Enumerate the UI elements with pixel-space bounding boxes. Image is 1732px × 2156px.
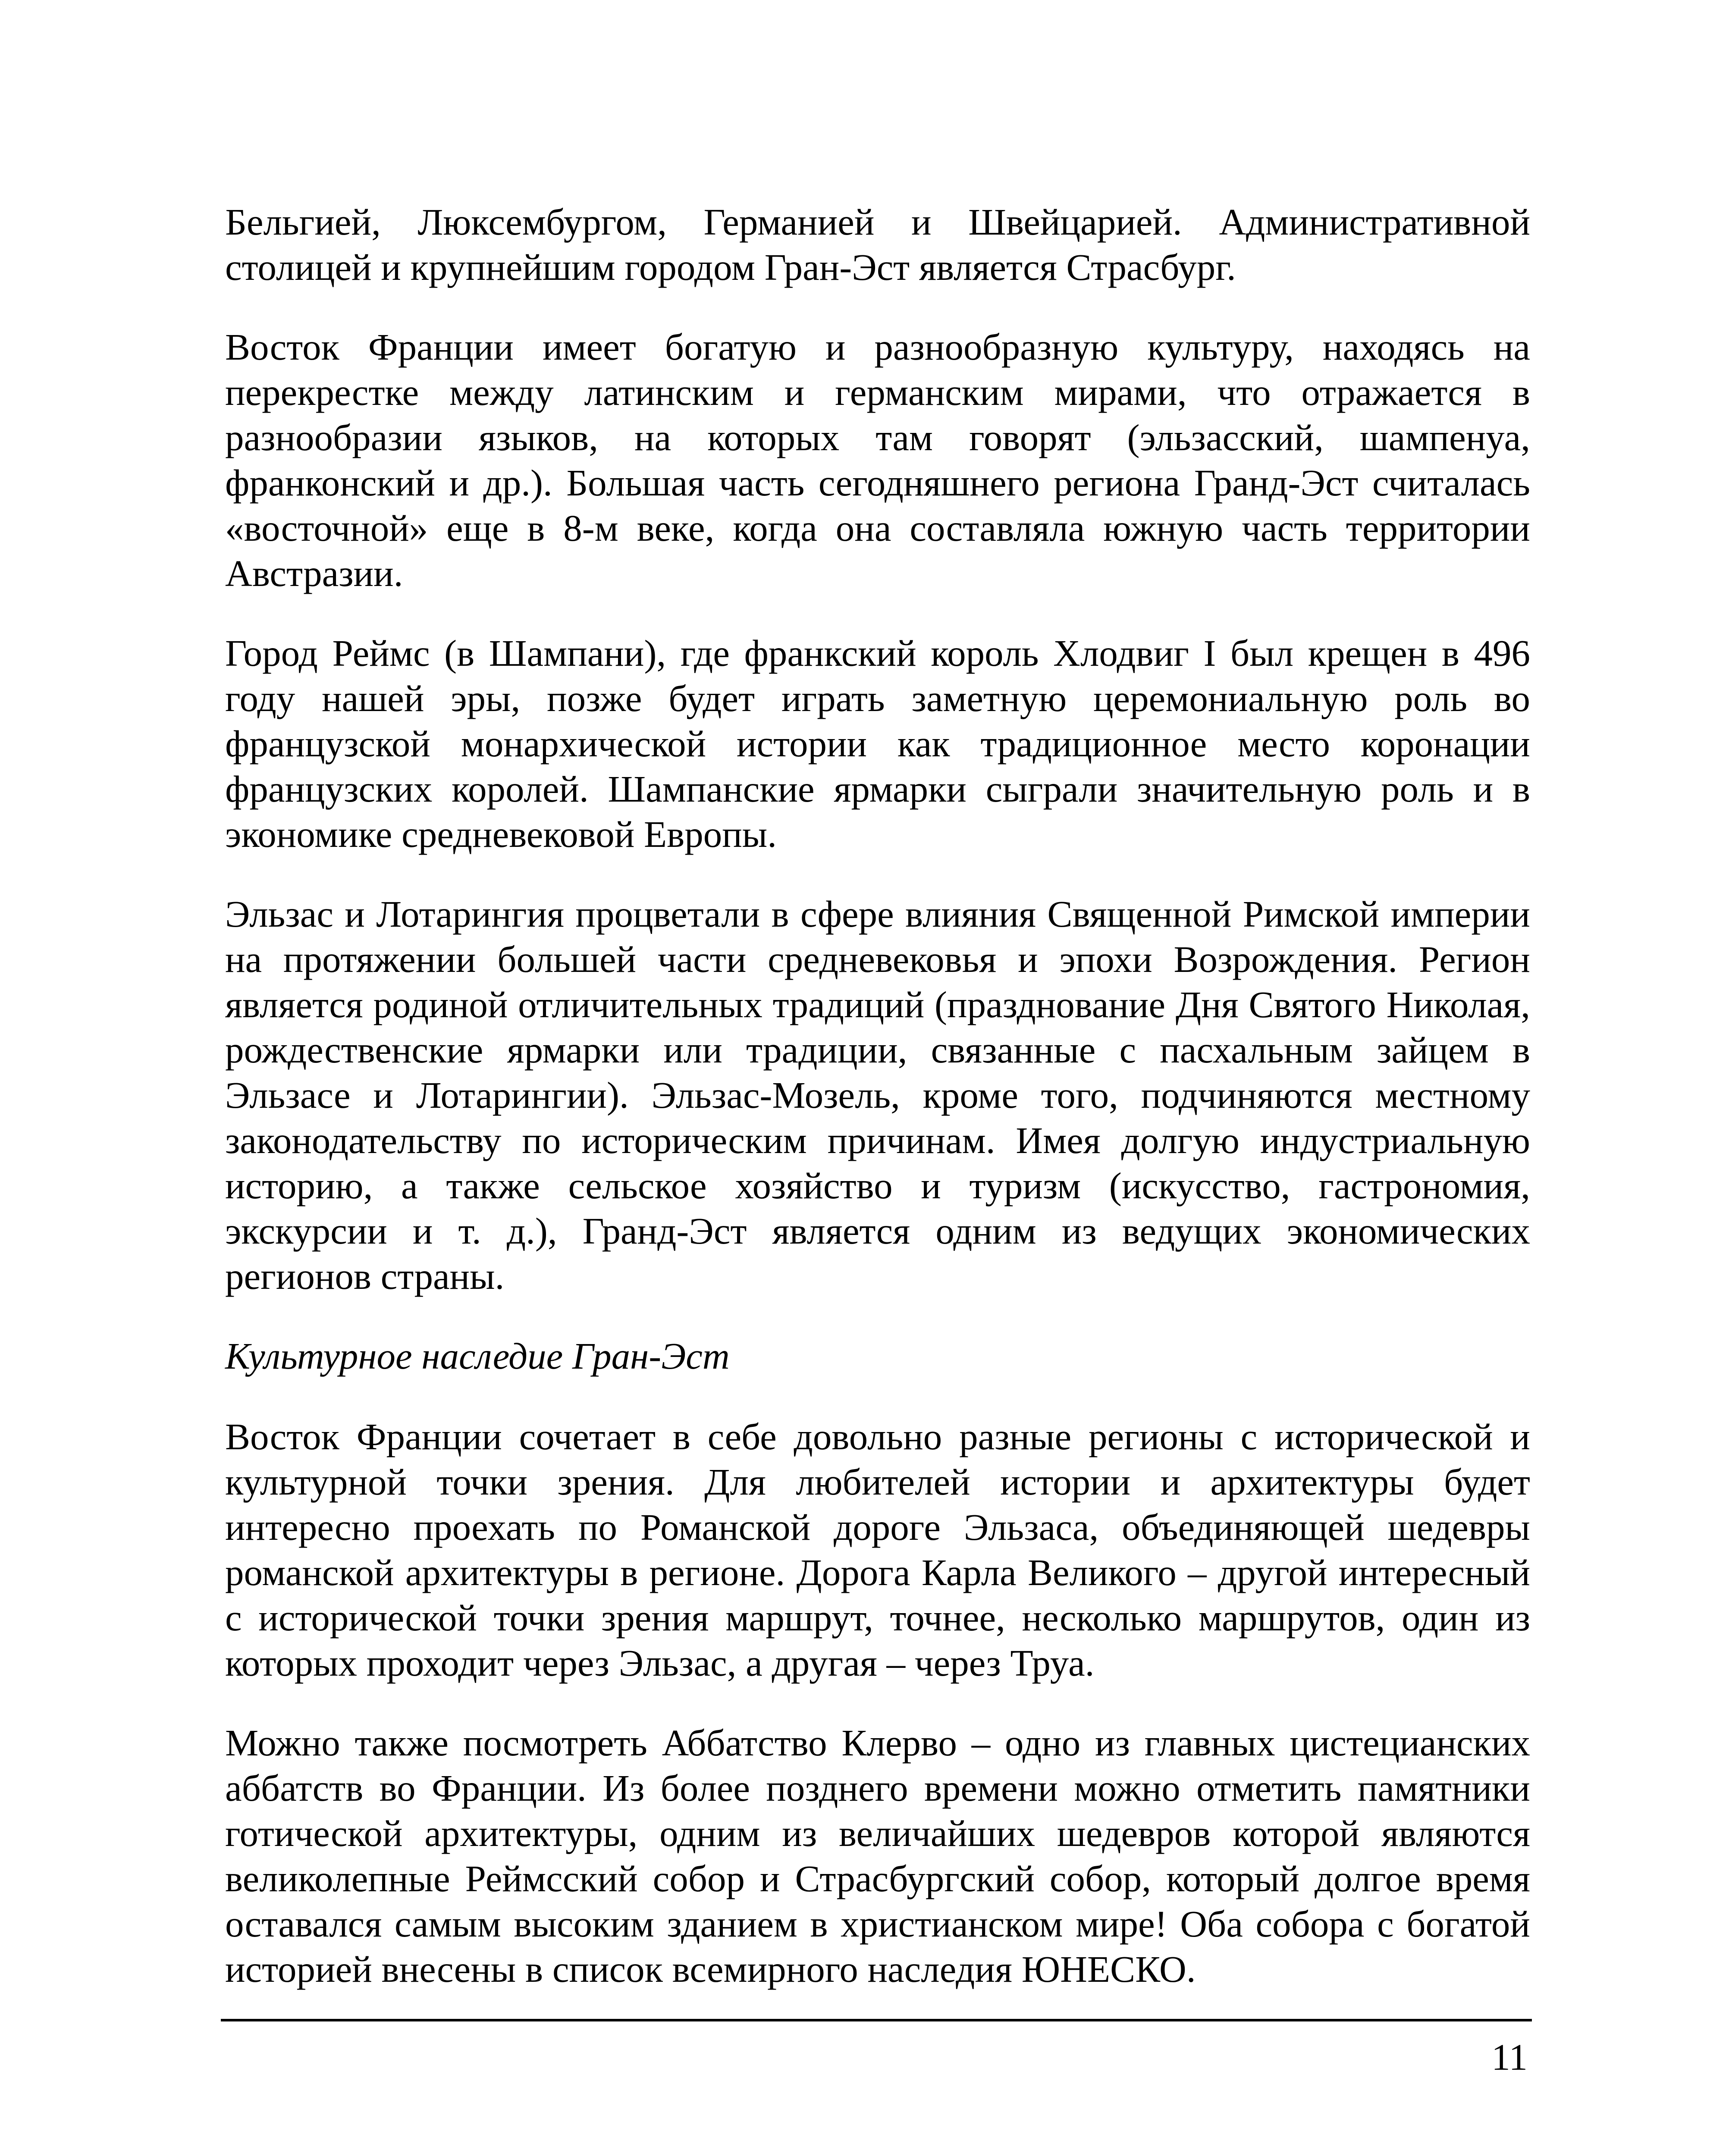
paragraph-3: Город Реймс (в Шампани), где франкский король Хлодвиг I был крещен в 496 году нашей эры, позже будет играть заметную церемониальную роль во французской монархической истории как традиционное место коронации французских королей. Шампанские ярмарки сыграли значительную роль и в экономике средневековой Европы. xyxy=(225,632,1530,855)
section-paragraph-2: Можно также посмотреть Аббатство Клерво – одно из главных цистецианских аббатств во Франции. Из более позднего времени можно отметить памятники готической архитектуры, одним из величайших шедевров которой являются великолепные Реймсский собор и Страсбургский собор, который долгое время оставался самым высоким зданием в христианском мире! Оба собора с богатой историей внесены в список всемирного наследия ЮНЕСКО. xyxy=(225,1722,1530,1990)
page-number: 11 xyxy=(1491,2036,1528,2078)
body-text xyxy=(225,199,1530,2026)
paragraph-1: Бельгией, Люксембургом, Германией и Швейцарией. Административной столицей и крупнейшим городом Гран-Эст является Страсбург. xyxy=(225,201,1530,288)
footer-divider xyxy=(221,2019,1532,2021)
paragraph-4: Эльзас и Лотарингия процветали в сфере влияния Священной Римской империи на протяжении большей части средневековья и эпохи Возрождения. Регион является родиной отличительных традиций (празднование Дня Святого Николая, рождественские ярмарки или традиции, связанные с пасхальным зайцем в Эльзасе и Лотарингии). Эльзас-Мозель, кроме того, подчиняются местному законодательству по историческим причинам. Имея долгую индустриальную историю, а также сельское хозяйство и туризм (искусство, гастрономия, экскурсии и т. д.), Гранд-Эст является одним из ведущих экономических регионов страны. xyxy=(225,893,1530,1297)
section-paragraph-1: Восток Франции сочетает в себе довольно разные регионы с исторической и культурной точки зрения. Для любителей истории и архитектуры будет интересно проехать по Романской дороге Эльзаса, объединяющей шедевры романской архитектуры в регионе. Дорога Карла Великого – другой интересный с исторической точки зрения маршрут, точнее, несколько маршрутов, один из которых проходит через Эльзас, а другая – через Труа. xyxy=(225,1416,1530,1684)
paragraph-2: Восток Франции имеет богатую и разнообразную культуру, находясь на перекрестке между латинским и германским мирами, что отражается в разнообразии языков, на которых там говорят (эльзасский, шампенуа, франконский и др.). Большая часть сегодняшнего региона Гранд-Эст считалась «восточной» еще в 8-м веке, когда она составляла южную часть территории Австразии. xyxy=(225,326,1530,594)
section-heading: Культурное наследие Гран-Эст xyxy=(225,1335,730,1377)
